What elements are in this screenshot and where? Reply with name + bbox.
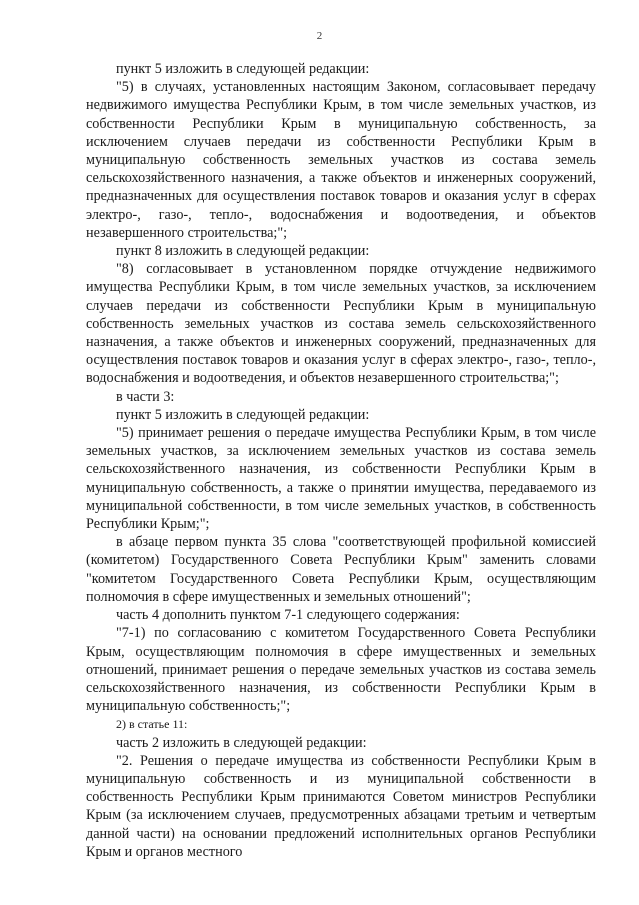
paragraph: "2. Решения о передаче имущества из собственности Республики Крым в муниципальную собственность и из муниципальной собственности в собственность Республики Крым принимаются Советом министров Республики Крым (за исключением случаев, предусмотренных абзацами третьим и четвертым данной части) на основании предложений исполнительных органов Республики Крым и органов местного <box>86 752 596 860</box>
paragraph: в абзаце первом пункта 35 слова "соответствующей профильной комиссией (комитетом) Государственного Совета Республики Крым" заменить словами "комитетом Государственного Совета Республики Крым, осуществляющим полномочия в сфере имущественных и земельных отношений"; <box>86 534 596 605</box>
paragraph: "7-1) по согласованию с комитетом Государственного Совета Республики Крым, осуществляющим полномочия в сфере имущественных и земельных отношений, принимает решения о передаче земельных участков из состава земель сельскохозяйственного назначения, из собственности Республики Крым в муниципальную собственность;"; <box>86 625 596 715</box>
paragraph: "5) принимает решения о передаче имущества Республики Крым, в том числе земельных участков, за исключением земельных участков из состава земель сельскохозяйственного назначения, из собственности Республики Крым в муниципальную собственность, а также о принятии имущества, передаваемого из муниципальной собственности, в том числе земельных участков, в собственность Республики Крым;"; <box>86 425 596 533</box>
paragraph: часть 4 дополнить пунктом 7-1 следующего содержания: <box>116 607 460 624</box>
paragraph: "8) согласовывает в установленном порядке отчуждение недвижимого имущества Республики Крым, в том числе земельных участков, за исключением случаев передачи из собственности Республики Крым в муниципальную собственность земельных участков из состава земель сельскохозяйственного назначения, а также объектов и инженерных сооружений, предназначенных для осуществления поставок товаров и оказания услуг в сферах электро-, газо-, тепло-, водоснабжения и водоотведения, и объектов незавершенного строительства;"; <box>86 261 596 387</box>
paragraph: пункт 8 изложить в следующей редакции: <box>116 243 370 260</box>
paragraph: "5) в случаях, установленных настоящим Законом, согласовывает передачу недвижимого имущества Республики Крым, в том числе земельных участков, из собственности Республики Крым в муниципальную собственность, за исключением случаев передачи из собственности Республики Крым в муниципальную собственность земельных участков из состава земель сельскохозяйственного назначения, а также объектов и инженерных сооружений, предназначенных для осуществления поставок товаров и оказания услуг в сферах электро-, газо-, тепло-, водоснабжения и водоотведения, и объектов незавершенного строительства;"; <box>86 79 596 241</box>
paragraph: пункт 5 изложить в следующей редакции: <box>116 61 370 77</box>
paragraph: часть 2 изложить в следующей редакции: <box>116 734 367 751</box>
page-number: 2 <box>316 30 323 42</box>
paragraph: 2) в статье 11: <box>116 717 188 732</box>
paragraph: пункт 5 изложить в следующей редакции: <box>116 406 370 423</box>
paragraph: в части 3: <box>116 388 175 405</box>
document-body <box>86 60 596 861</box>
